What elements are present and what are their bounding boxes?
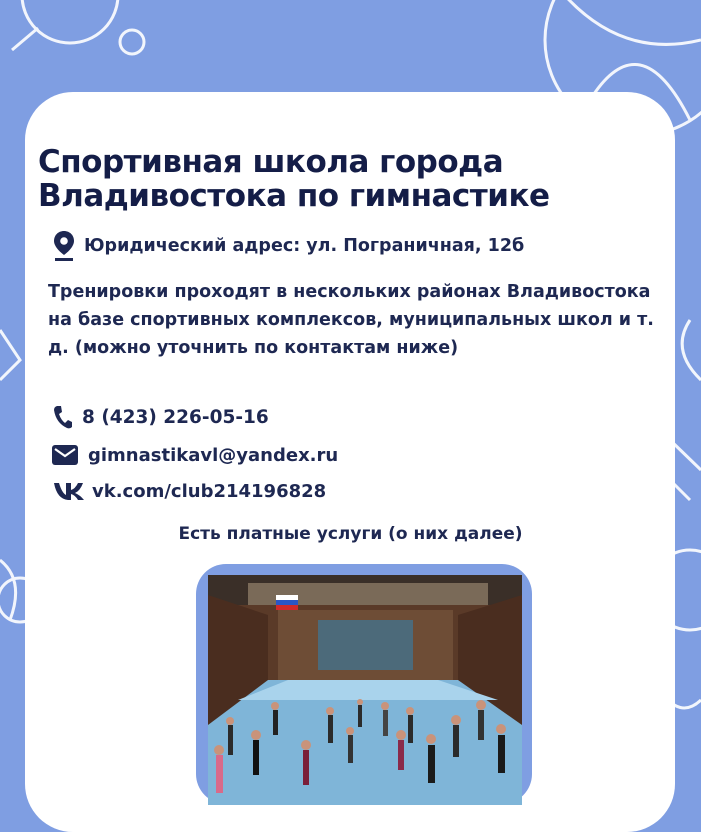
vk-logo-icon bbox=[52, 478, 86, 504]
title-line-2: Владивостока по гимнастике bbox=[38, 178, 550, 214]
page-title bbox=[38, 145, 678, 213]
phone-text[interactable]: 8 (423) 226-05-16 bbox=[82, 406, 269, 428]
phone-contact[interactable] bbox=[52, 404, 269, 430]
training-description: Тренировки проходят в нескольких районах Владивостока на базе спортивных комплексов, муниципальных школ и т. д. (можно уточнить по контактам ниже) bbox=[48, 282, 654, 358]
paid-services-note: Есть платные услуги (о них далее) bbox=[178, 524, 523, 544]
legal-address bbox=[52, 230, 524, 262]
location-pin-icon bbox=[52, 230, 76, 262]
email-contact[interactable] bbox=[52, 444, 338, 466]
phone-icon bbox=[52, 404, 74, 430]
vk-contact[interactable] bbox=[52, 478, 326, 504]
email-text[interactable]: gimnastikavl@yandex.ru bbox=[88, 444, 339, 466]
gym-photo bbox=[208, 575, 522, 805]
mail-icon bbox=[52, 444, 78, 466]
title-line-1: Спортивная школа города bbox=[38, 144, 504, 180]
address-text: Юридический адрес: ул. Пограничная, 12б bbox=[84, 236, 525, 256]
vk-text[interactable]: vk.com/club214196828 bbox=[92, 480, 327, 502]
